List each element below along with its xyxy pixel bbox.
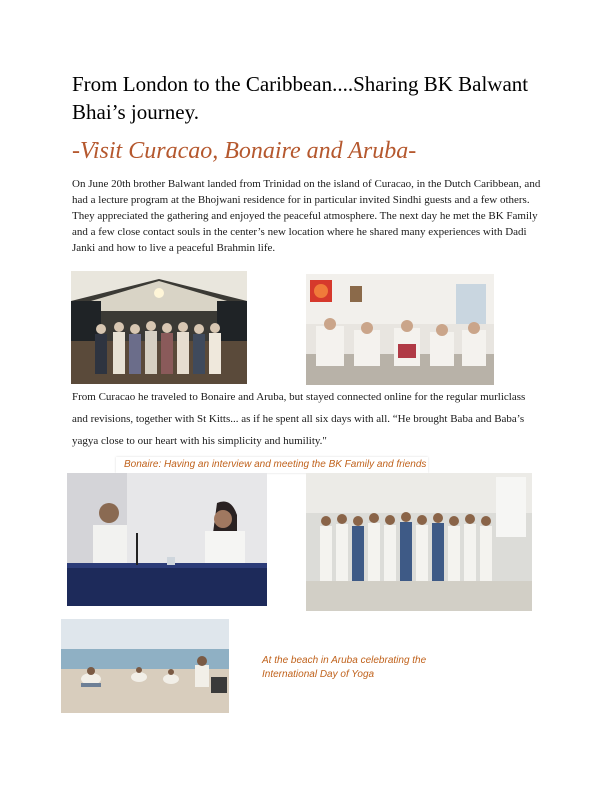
article-subtitle: -Visit Curacao, Bonaire and Aruba-	[72, 138, 417, 164]
intro-paragraph: On June 20th brother Balwant landed from Trinidad on the island of Curacao, in the Dutch Caribbean, and had a lecture program at the Bhojwani residence for in particular invited Sindhi guests and a few others. They appreciated the gathering and enjoyed the peaceful atmosphere. The next day he met the BK Family and a few close contact souls in the center’s new location where he shared many experiences with Dadi Janki and how to live a peaceful Brahmin life.	[72, 178, 541, 254]
photo-curacao-group-evening	[71, 271, 247, 384]
travel-paragraph: From Curacao he traveled to Bonaire and Aruba, but stayed connected online for the regular murliclass and revisions, together with St Kitts... as if he spent all six days with all. “He brought Baba and Baba’s yagya close to our heart with his simplicity and humility."	[72, 391, 526, 447]
caption-bonaire: Bonaire: Having an interview and meeting the BK Family and friends	[124, 459, 427, 470]
article-title: From London to the Caribbean....Sharing BK Balwant Bhai’s journey.	[72, 72, 529, 124]
caption-aruba: At the beach in Aruba celebrating the International Day of Yoga	[262, 655, 427, 680]
photo-bonaire-interview	[67, 473, 267, 606]
photo-aruba-beach-yoga	[61, 619, 229, 713]
photo-bonaire-group	[306, 473, 532, 611]
photo-curacao-center-class	[306, 274, 494, 385]
